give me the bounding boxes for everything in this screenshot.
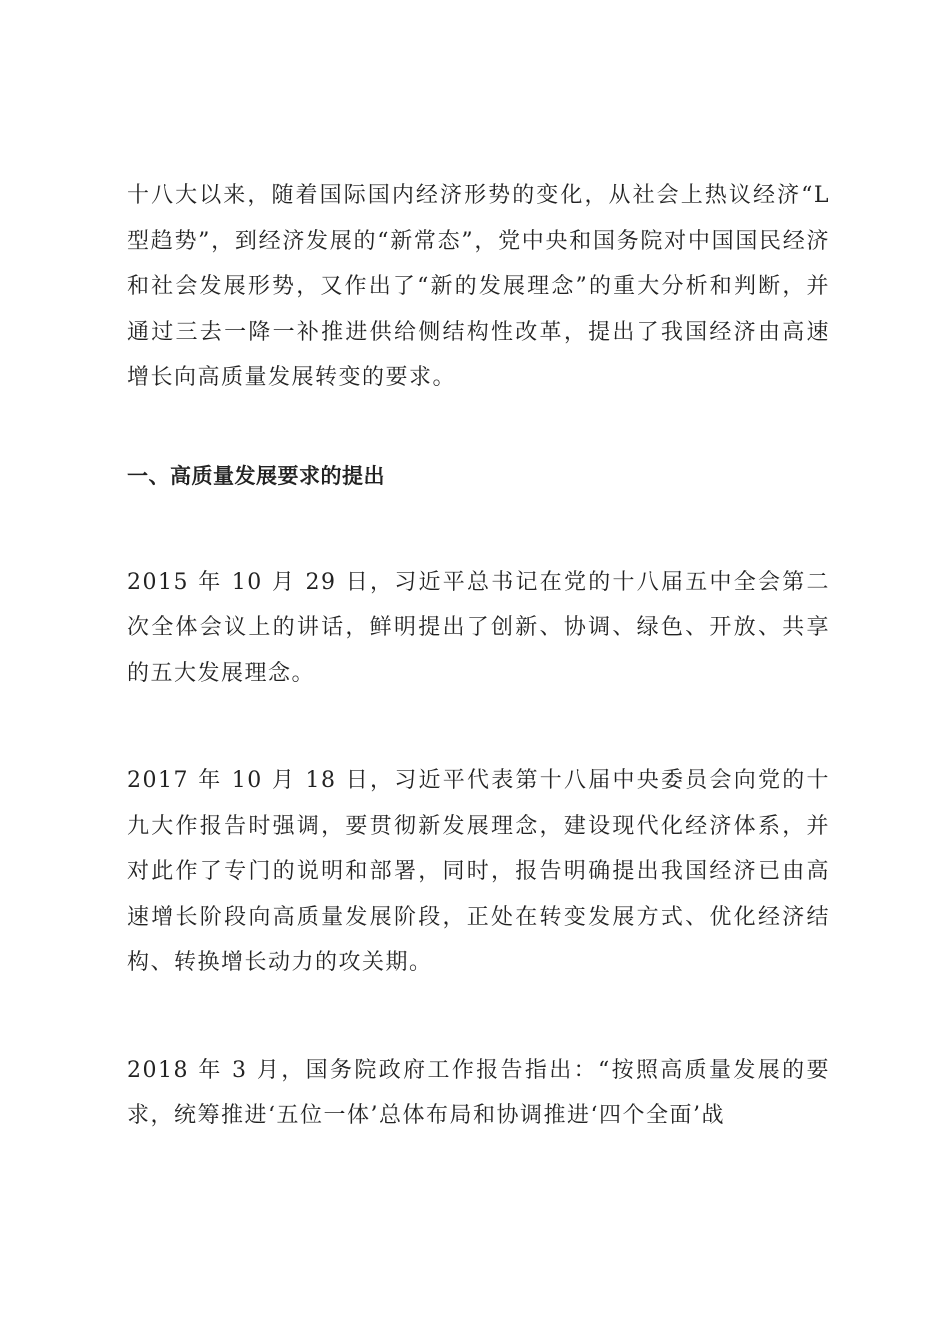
intro-paragraph: 十八大以来，随着国际国内经济形势的变化，从社会上热议经济“L 型趋势”，到经济发展的“新常态”，党中央和国务院对中国国民经济和社会发展形势，又作出了“新的发展理念”的重大分析和判断，并通过三去一降一补推进供给侧结构性改革，提出了我国经济由高速增长向高质量发展转变的要求。 — [127, 183, 830, 390]
section-heading: 一、高质量发展要求的提出 — [127, 463, 385, 488]
paragraph-2015: 2015 年 10 月 29 日，习近平总书记在党的十八届五中全会第二次全体会议上的讲话，鲜明提出了创新、协调、绿色、开放、共享的五大发展理念。 — [127, 569, 830, 686]
paragraph-2017: 2017 年 10 月 18 日，习近平代表第十八届中央委员会向党的十九大作报告时强调，要贯彻新发展理念，建设现代化经济体系，并对此作了专门的说明和部署，同时，报告明确提出我国经济已由高速增长阶段向高质量发展阶段，正处在转变发展方式、优化经济结构、转换增长动力的攻关期。 — [127, 768, 830, 975]
paragraph-2018: 2018 年 3 月，国务院政府工作报告指出：“按照高质量发展的要求，统筹推进‘五位一体’总体布局和协调推进‘四个全面’战 — [127, 1057, 830, 1128]
document-body — [127, 173, 830, 1139]
